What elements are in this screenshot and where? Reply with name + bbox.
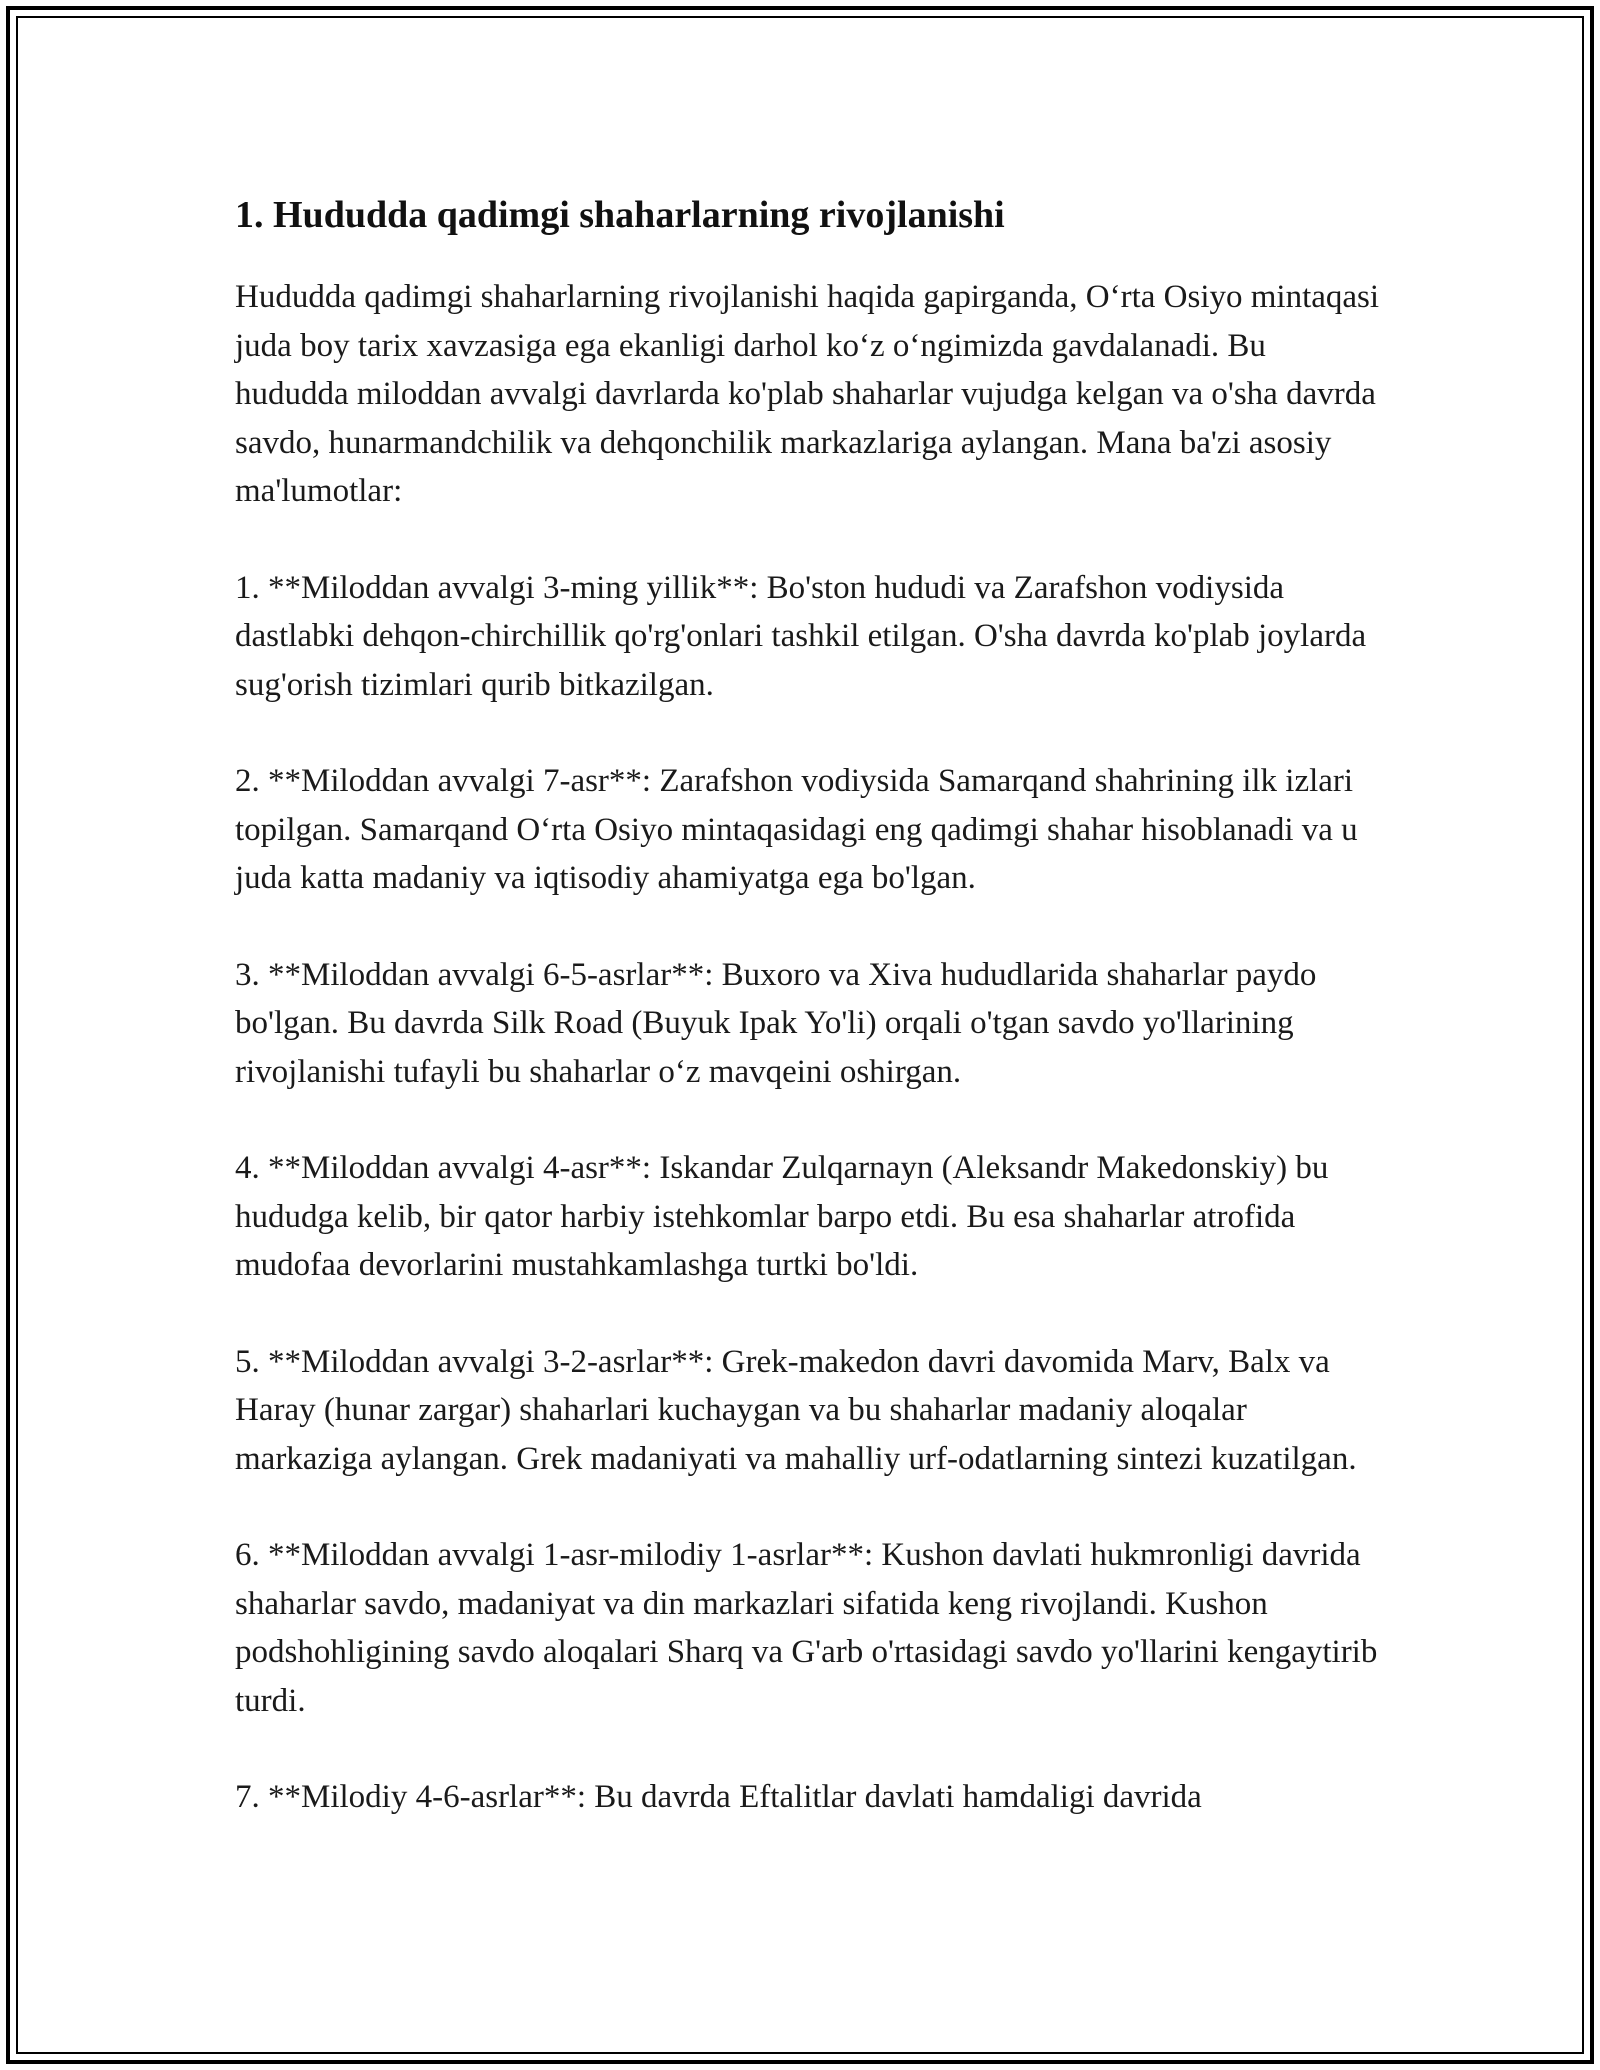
- list-item: 1. **Miloddan avvalgi 3-ming yillik**: Bo'ston hududi va Zarafshon vodiysida dastlabki dehqon-chirchillik qo'rg'onlari tashkil etilgan. O'sha davrda ko'plab joylarda sug'orish tizimlari qurib bitkazilgan.: [235, 569, 1367, 703]
- document-title: 1. Hududda qadimgi shaharlarning rivojlanishi: [235, 194, 1005, 236]
- list-item: 2. **Miloddan avvalgi 7-asr**: Zarafshon vodiysida Samarqand shahrining ilk izlari topilgan. Samarqand O‘rta Osiyo mintaqasidagi eng qadimgi shahar hisoblanadi va u juda katta madaniy va iqtisodiy ahamiyatga ega bo'lgan.: [235, 763, 1358, 896]
- list-item: 4. **Miloddan avvalgi 4-asr**: Iskandar Zulqarnayn (Aleksandr Makedonskiy) bu hududga kelib, bir qator harbiy istehkomlar barpo etdi. Bu esa shaharlar atrofida mudofaa devorlarini mustahkamlashga turtki bo'ldi.: [235, 1150, 1329, 1283]
- document-body: [235, 187, 1385, 1870]
- intro-paragraph: Hududda qadimgi shaharlarning rivojlanishi haqida gapirganda, O‘rta Osiyo mintaqasi juda boy tarix xavzasiga ega ekanligi darhol ko‘z o‘ngimizda gavdalanadi. Bu hududda miloddan avvalgi davrlarda ko'plab shaharlar vujudga kelgan va o'sha davrda savdo, hunarmandchilik va dehqonchilik markazlariga aylangan. Mana ba'zi asosiy ma'lumotlar:: [235, 279, 1380, 509]
- list-item: 6. **Miloddan avvalgi 1-asr-milodiy 1-asrlar**: Kushon davlati hukmronligi davrida shaharlar savdo, madaniyat va din markazlari sifatida keng rivojlandi. Kushon podshohligining savdo aloqalari Sharq va G'arb o'rtasidagi savdo yo'llarini kengaytirib turdi.: [235, 1537, 1378, 1719]
- list-item: 3. **Miloddan avvalgi 6-5-asrlar**: Buxoro va Xiva hududlarida shaharlar paydo bo'lgan. Bu davrda Silk Road (Buyuk Ipak Yo'li) orqali o'tgan savdo yo'llarining rivojlanishi tufayli bu shaharlar o‘z mavqeini oshirgan.: [235, 956, 1317, 1090]
- list-item: 7. **Milodiy 4-6-asrlar**: Bu davrda Eftalitlar davlati hamdaligi davrida: [235, 1779, 1202, 1815]
- list-item: 5. **Miloddan avvalgi 3-2-asrlar**: Grek-makedon davri davomida Marv, Balx va Haray (hunar zargar) shaharlari kuchaygan va bu shaharlar madaniy aloqalar markaziga aylangan. Grek madaniyati va mahalliy urf-odatlarning sintezi kuzatilgan.: [235, 1343, 1357, 1477]
